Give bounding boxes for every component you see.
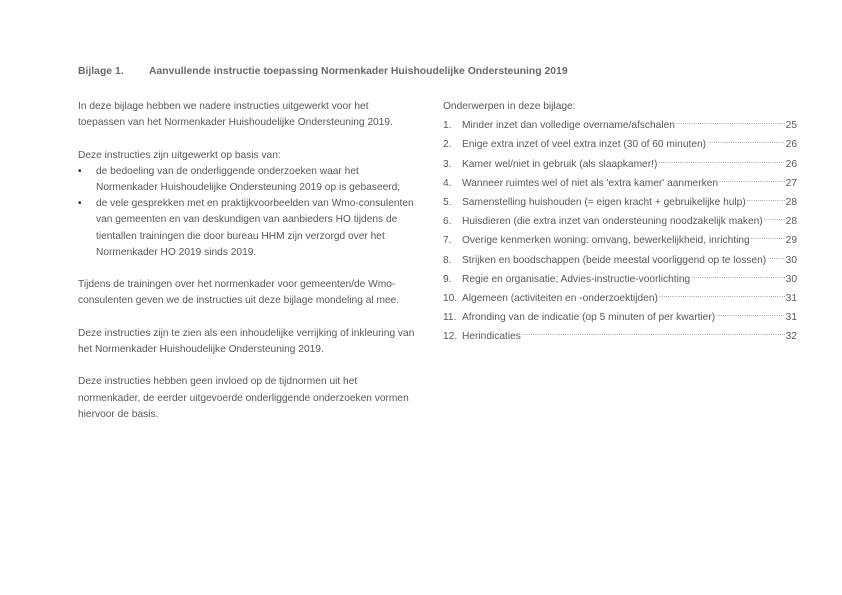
- toc-leader-dots: [659, 288, 785, 301]
- enrichment-paragraph: Deze instructies zijn te zien als een inhoudelijke verrijking of inkleuring van het Normenkader Huishoudelijke Ondersteuning 2019.: [78, 327, 415, 355]
- toc-item-page: 28: [785, 197, 797, 209]
- influence-paragraph: Deze instructies hebben geen invloed op de tijdnormen uit het normenkader, de eerder uitgevoerde onderliggende onderzoeken vormen hiervoor de basis.: [78, 376, 409, 420]
- toc-title: Onderwerpen in deze bijlage:: [443, 101, 576, 112]
- toc-item[interactable]: [443, 134, 797, 153]
- toc-item-page: 32: [785, 331, 797, 343]
- basis-list-item-text: de vele gesprekken met en praktijkvoorbeelden van Wmo-consulenten van gemeenten en van deskundigen van aanbieders HO tijdens de tientallen trainingen die door bureau HHM zijn verzorgd over het Normenkader HO 2019 sinds 2019.: [96, 198, 414, 258]
- toc-item[interactable]: [443, 326, 797, 345]
- toc-leader-dots: [658, 154, 784, 167]
- toc-item[interactable]: [443, 269, 797, 288]
- toc-item[interactable]: [443, 173, 797, 192]
- toc-item-page: 29: [785, 235, 797, 247]
- toc-item[interactable]: [443, 307, 797, 326]
- toc-item-title: Overige kenmerken woning: omvang, bewerkelijkheid, inrichting: [462, 235, 750, 247]
- basis-list: [78, 164, 418, 261]
- toc-item[interactable]: [443, 192, 797, 211]
- toc-leader-dots: [767, 250, 785, 263]
- toc-item[interactable]: [443, 230, 797, 249]
- toc-item-page: 30: [785, 273, 797, 285]
- toc-item-page: 30: [785, 254, 797, 266]
- basis-list-item: [78, 196, 418, 261]
- table-of-contents: [443, 99, 797, 346]
- toc-leader-dots: [676, 115, 785, 128]
- bullet-icon: •: [78, 198, 82, 210]
- toc-item[interactable]: [443, 250, 797, 269]
- toc-item-number: 4.: [443, 177, 452, 189]
- basis-intro: Deze instructies zijn uitgewerkt op basis van:: [78, 149, 281, 161]
- appendix-heading: [78, 66, 568, 77]
- toc-item-number: 6.: [443, 216, 452, 228]
- toc-item-number: 3.: [443, 158, 452, 170]
- appendix-number: Bijlage 1.: [78, 66, 124, 77]
- basis-list-item: [78, 164, 418, 196]
- toc-leader-dots: [716, 307, 785, 320]
- bullet-icon: •: [78, 165, 82, 177]
- toc-item-title: Algemeen (activiteiten en -onderzoektijden): [462, 293, 658, 305]
- toc-item-page: 27: [785, 177, 797, 189]
- intro-paragraph: In deze bijlage hebben we nadere instructies uitgewerkt voor het toepassen van het Normenkader Huishoudelijke Ondersteuning 2019.: [78, 101, 393, 129]
- toc-item-title: Strijken en boodschappen (beide meestal voorliggend op te lossen): [462, 254, 767, 266]
- toc-item-title: Minder inzet dan volledige overname/afschalen: [462, 120, 675, 132]
- toc-leader-dots: [751, 230, 785, 243]
- toc-leader-dots: [707, 134, 785, 147]
- toc-item[interactable]: [443, 115, 797, 134]
- toc-item-page: 26: [785, 158, 797, 170]
- toc-leader-dots: [691, 269, 784, 282]
- toc-item[interactable]: [443, 211, 797, 230]
- training-paragraph: Tijdens de trainingen over het normenkader voor gemeenten/de Wmo-consulenten geven we de instructies uit deze bijlage mondeling al mee.: [78, 279, 400, 307]
- toc-item[interactable]: [443, 288, 797, 307]
- toc-item-number: 2.: [443, 139, 452, 151]
- toc-leader-dots: [719, 173, 785, 186]
- toc-leader-dots: [764, 211, 785, 224]
- toc-item[interactable]: [443, 154, 797, 173]
- toc-leader-dots: [747, 192, 785, 205]
- left-column: [78, 99, 418, 439]
- toc-item-title: Huisdieren (die extra inzet van ondersteuning noodzakelijk maken): [462, 216, 763, 228]
- toc-item-number: 10.: [443, 293, 458, 305]
- appendix-title: Aanvullende instructie toepassing Normenkader Huishoudelijke Ondersteuning 2019: [149, 66, 568, 77]
- toc-item-page: 26: [785, 139, 797, 151]
- toc-item-title: Regie en organisatie; Advies-instructie-voorlichting: [462, 273, 691, 285]
- toc-item-number: 9.: [443, 273, 452, 285]
- toc-item-page: 25: [785, 120, 797, 132]
- toc-item-number: 5.: [443, 197, 452, 209]
- toc-leader-dots: [522, 326, 785, 339]
- toc-item-page: 31: [785, 312, 797, 324]
- toc-item-number: 1.: [443, 120, 452, 132]
- toc-item-title: Enige extra inzet of veel extra inzet (30 of 60 minuten): [462, 139, 707, 151]
- toc-item-title: Kamer wel/niet in gebruik (als slaapkamer!): [462, 158, 658, 170]
- toc-item-title: Wanneer ruimtes wel of niet als 'extra kamer' aanmerken: [462, 177, 719, 189]
- toc-item-title: Herindicaties: [462, 331, 521, 343]
- toc-item-number: 11.: [443, 312, 457, 324]
- toc-item-number: 12.: [443, 331, 458, 343]
- toc-item-title: Afronding van de indicatie (op 5 minuten of per kwartier): [462, 312, 716, 324]
- toc-item-page: 31: [785, 293, 797, 305]
- toc-item-number: 8.: [443, 254, 452, 266]
- toc-item-title: Samenstelling huishouden (= eigen kracht + gebruikelijke hulp): [462, 197, 746, 209]
- toc-item-number: 7.: [443, 235, 452, 247]
- basis-list-item-text: de bedoeling van de onderliggende onderzoeken waar het Normenkader Huishoudelijke Ondersteuning 2019 op is gebaseerd;: [96, 165, 401, 193]
- toc-item-page: 28: [785, 216, 797, 228]
